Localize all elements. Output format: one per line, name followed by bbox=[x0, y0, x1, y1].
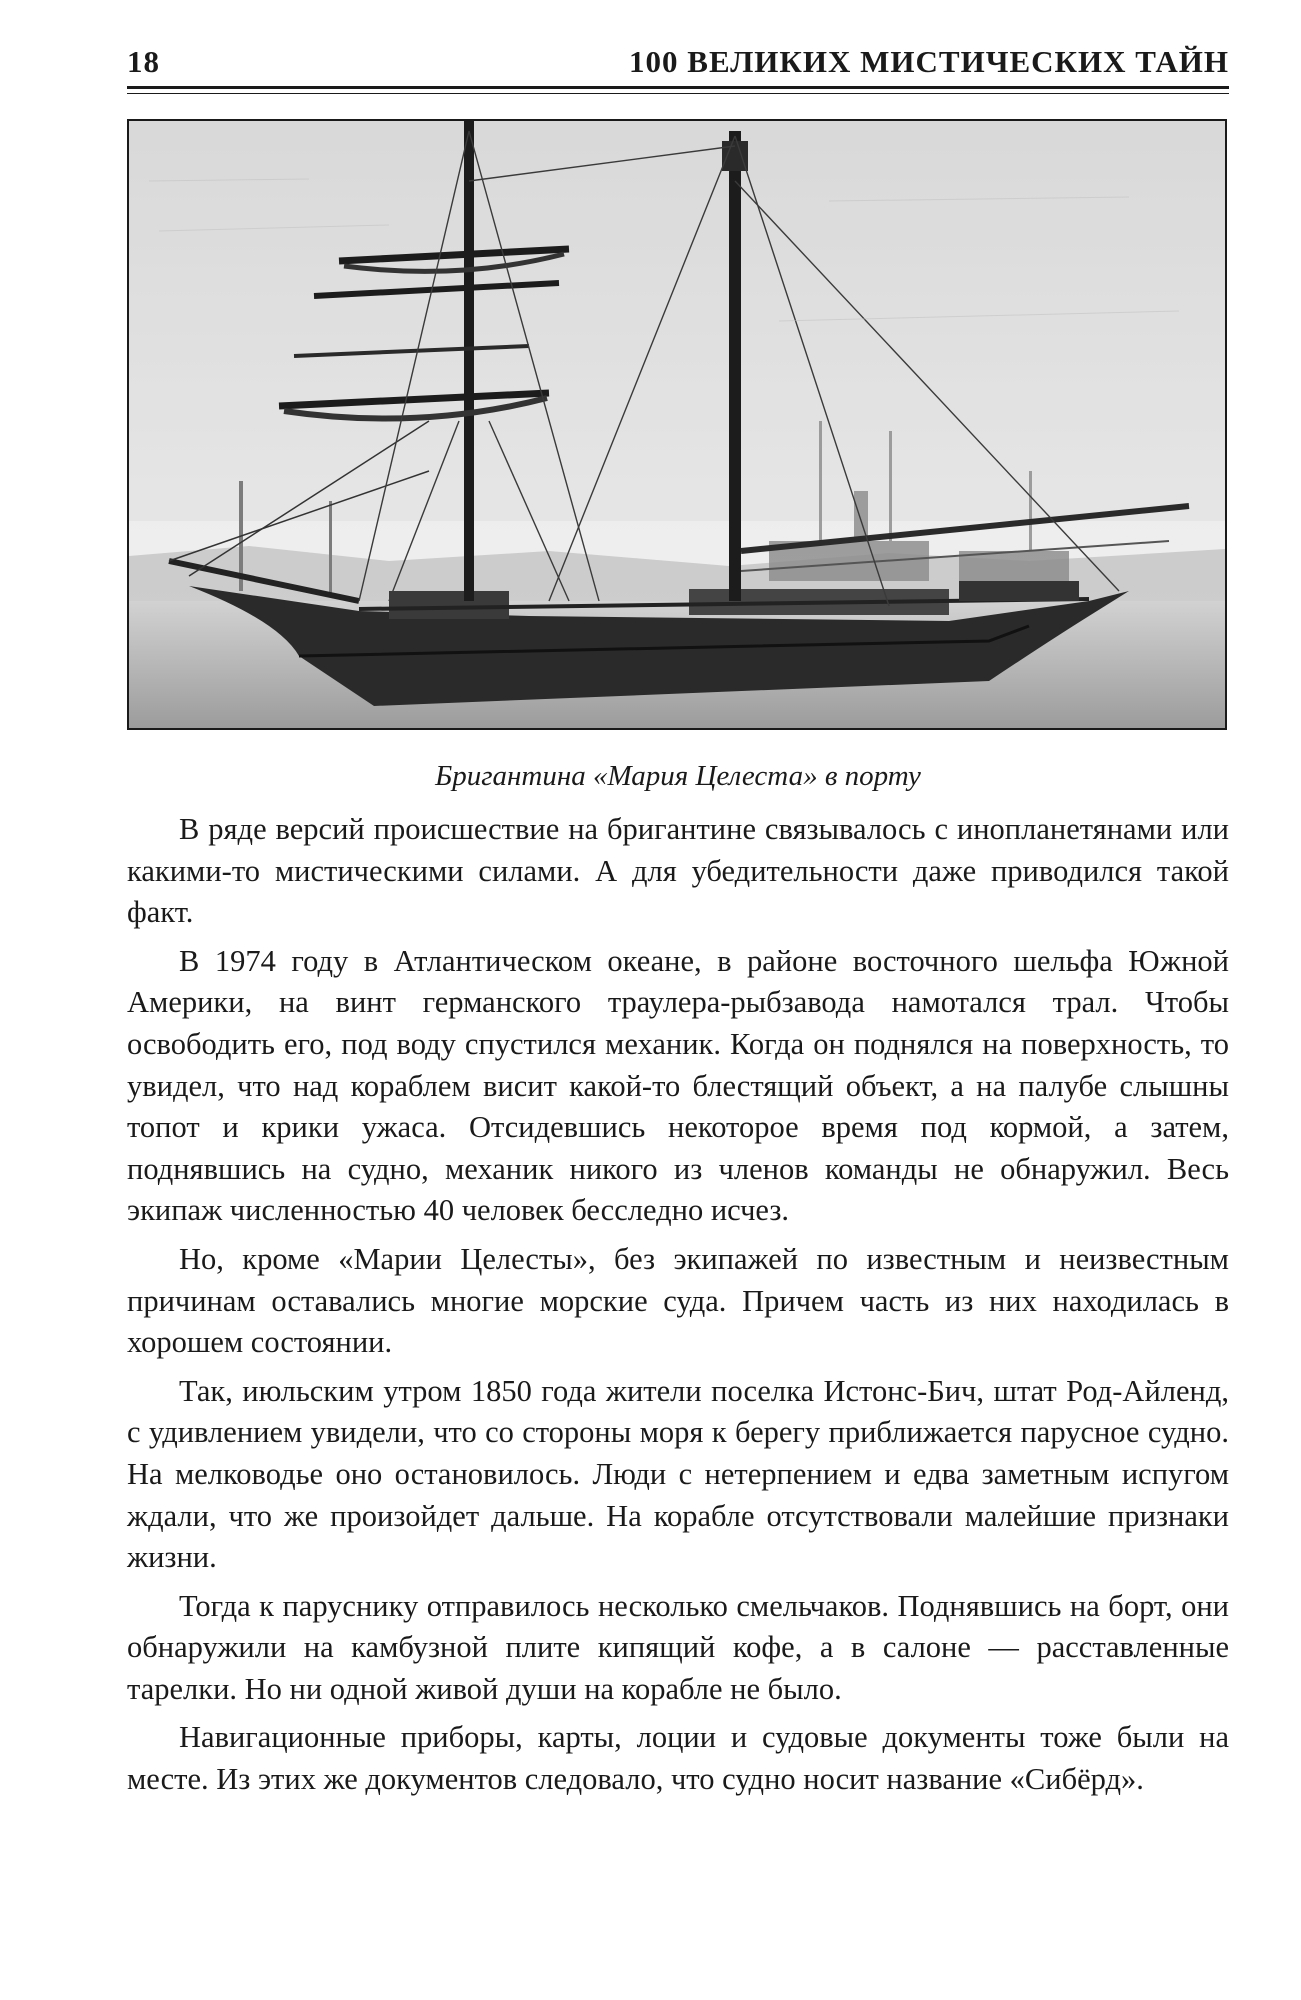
header-rule-thick bbox=[127, 86, 1229, 89]
paragraph-4: Так, июльским утром 1850 года жители поселка Истонс-Бич, штат Род-Айленд, с удивлением увидели, что со стороны моря к берегу приближается парусное судно. На мелководье оно остановилось. Люди с нетерпением и едва заметным испугом ждали, что же произойдет дальше. На корабле отсутствовали малейшие признаки жизни. bbox=[127, 1373, 1229, 1575]
paragraph-3: Но, кроме «Марии Целесты», без экипажей по известным и неизвестным причинам оставались многие морские суда. Причем часть из них находилась в хорошем состоянии. bbox=[127, 1241, 1229, 1360]
header-rule-thin bbox=[127, 93, 1229, 94]
brigantine-photo bbox=[127, 119, 1227, 730]
figure-caption: Бригантина «Мария Целеста» в порту bbox=[435, 760, 921, 792]
ship-photo-illustration bbox=[129, 121, 1225, 728]
paragraph-2: В 1974 году в Атлантическом океане, в районе восточного шельфа Южной Америки, на винт германского траулера-рыбзавода намотался трал. Чтобы освободить его, под воду спустился механик. Когда он поднялся на поверхность, то увидел, что над кораблем висит какой-то блестящий объект, а на палубе слышны топот и крики ужаса. Отсидевшись некоторое время под кормой, а затем, поднявшись на судно, механик никого из членов команды не обнаружил. Весь экипаж численностью 40 человек бесследно исчез. bbox=[127, 943, 1229, 1228]
running-title: 100 ВЕЛИКИХ МИСТИЧЕСКИХ ТАЙН bbox=[629, 44, 1229, 79]
paragraph-1: В ряде версий происшествие на бригантине связывалось с инопланетянами или какими-то мистическими силами. А для убедительности даже приводился такой факт. bbox=[127, 812, 1229, 930]
paragraph-5: Тогда к паруснику отправилось несколько смельчаков. Поднявшись на борт, они обнаружили на камбузной плите кипящий кофе, а в салоне — расставленные тарелки. Но ни одной живой души на корабле не было. bbox=[127, 1588, 1229, 1706]
paragraph-6: Навигационные приборы, карты, лоции и судовые документы тоже были на месте. Из этих же документов следовало, что судно носит название «Сибёрд». bbox=[127, 1720, 1229, 1797]
page-header bbox=[127, 44, 1229, 84]
page-number: 18 bbox=[127, 44, 160, 79]
body-text bbox=[127, 809, 1229, 1808]
